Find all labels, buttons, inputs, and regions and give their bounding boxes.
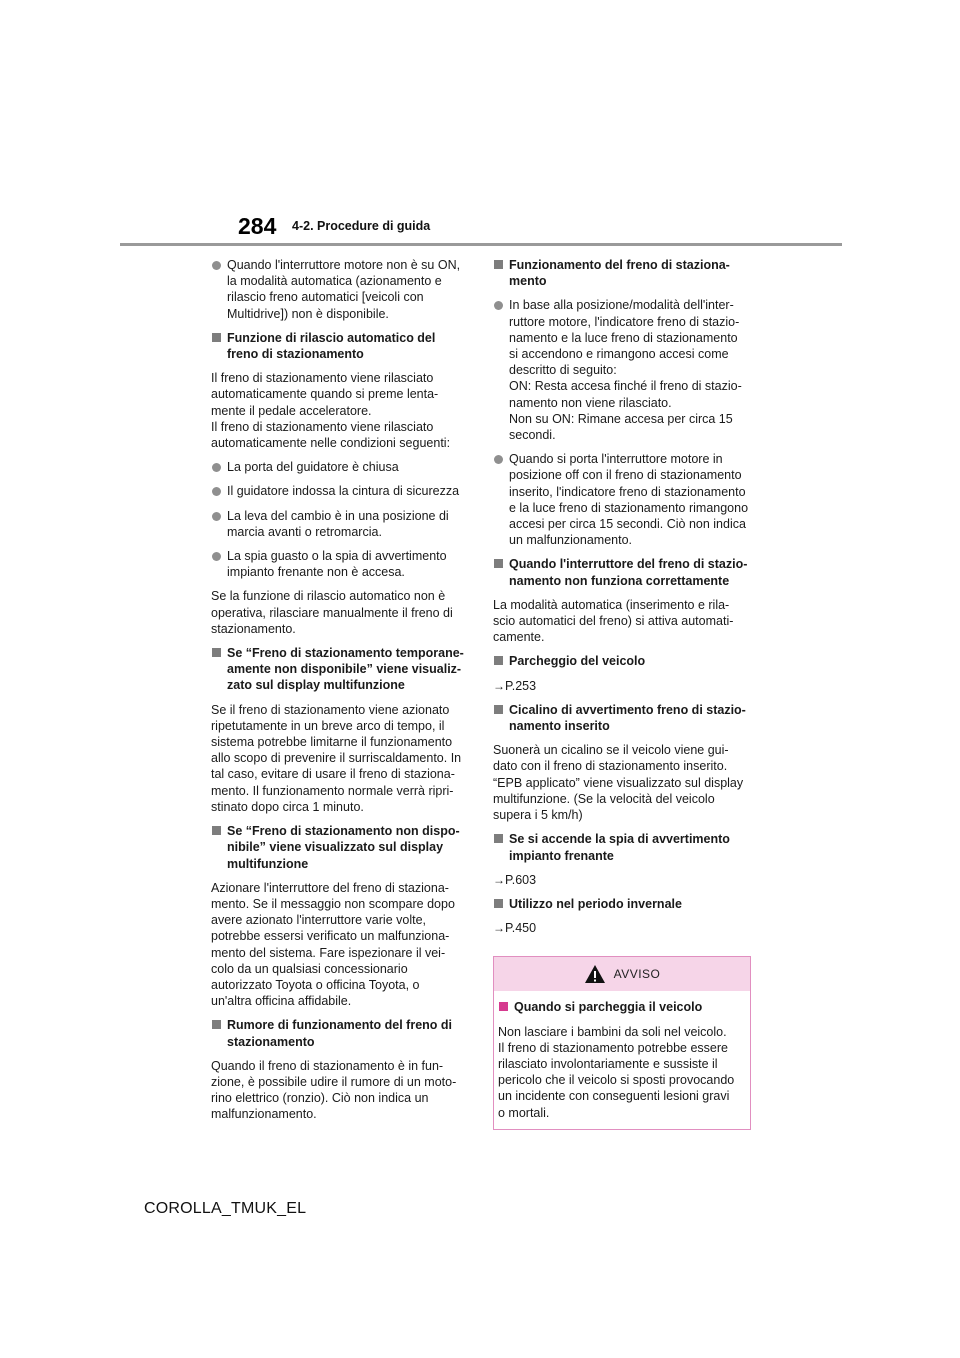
bullet-text: Quando si porta l'interruttore motore in posizione off con il freno di stazionamento inserito, l'indicatore freno di stazionamento e la luce freno di stazionamento rimangono accesi per circa 15 secondi. Ciò non indica un malfunzionamento. <box>509 452 749 548</box>
bullet-item <box>211 483 473 499</box>
warning-header <box>494 957 750 991</box>
subheading-text: Se “Freno di stazionamento non dispo- nibile” viene visualizzato sul display multifunzione <box>227 824 460 871</box>
bullet-text: La leva del cambio è in una posizione di marcia avanti o retromarcia. <box>227 508 449 539</box>
paragraph: La modalità automatica (inserimento e rila- scio automatici del freno) si attiva automati- camente. <box>493 597 734 645</box>
warning-triangle-icon <box>584 964 606 984</box>
subheading-text: Se “Freno di stazionamento temporane- amente non disponibile” viene visualiz- zato sul display multifunzione <box>227 646 464 693</box>
subheading-text: Funzione di rilascio automatico del freno di stazionamento <box>227 330 436 362</box>
page-reference-text: P.603 <box>505 872 537 887</box>
subheading-text: Rumore di funzionamento del freno di stazionamento <box>227 1018 452 1049</box>
paragraph: Se il freno di stazionamento viene azionato ripetutamente in un breve arco di tempo, il sistema potrebbe limitarne il funzionamento allo scopo di prevenire il surriscaldamento. In tal caso, evitare di usare il freno di staziona- mento. Il funzionamento normale verrà ripri- stinato dopo circa 1 minuto. <box>211 702 462 814</box>
arrow-right-icon: → <box>493 678 505 693</box>
square-marker-icon <box>494 559 503 568</box>
bullet-text: In base alla posizione/modalità dell'inter- ruttore motore, l'indicatore freno di stazio- namento e la luce freno di stazionamento si accendono e rimangono accesi come descritto di seguito: ON: Resta accesa finché il freno di stazio- namento non viene rilasciato. Non su ON: Rimane accesa per circa 15 secondi. <box>509 298 742 443</box>
subheading-text: Utilizzo nel periodo invernale <box>509 896 682 911</box>
page-reference-link[interactable] <box>493 920 755 936</box>
warning-body <box>494 991 750 1128</box>
warning-title: AVVISO <box>613 967 661 982</box>
paragraph: Se la funzione di rilascio automatico non è operativa, rilasciare manualmente il freno di stazionamento. <box>211 589 453 636</box>
bullet-item <box>211 257 473 322</box>
bullet-dot-icon <box>494 455 503 464</box>
bullet-text: La porta del guidatore è chiusa <box>227 460 399 475</box>
subheading-text: Quando l'interruttore del freno di stazio- namento non funziona correttamente <box>509 557 748 588</box>
subheading <box>211 1017 473 1049</box>
bullet-item <box>211 548 473 580</box>
subheading <box>493 896 755 912</box>
square-marker-icon <box>499 1002 508 1011</box>
subheading-text: Parcheggio del veicolo <box>509 654 646 669</box>
subheading <box>211 645 473 694</box>
bullet-dot-icon <box>212 512 221 521</box>
model-code-footer: COROLLA_TMUK_EL <box>144 1200 307 1217</box>
bullet-dot-icon <box>212 552 221 561</box>
square-marker-icon <box>494 834 503 843</box>
warning-text: Non lasciare i bambini da soli nel veicolo. Il freno di stazionamento potrebbe essere rilasciato involontariamente e sussiste il pericolo che il veicolo si sposti provocando un incidente con conseguenti lesioni gravi o mortali. <box>498 1024 735 1120</box>
square-marker-icon <box>212 1020 221 1029</box>
subheading <box>493 702 755 734</box>
square-marker-icon <box>212 648 221 657</box>
page-reference-link[interactable] <box>493 872 755 888</box>
left-column <box>211 257 473 1131</box>
arrow-right-icon: → <box>493 921 505 936</box>
header-divider <box>120 243 842 246</box>
subheading-text: Funzionamento del freno di staziona- mento <box>509 258 730 289</box>
subheading <box>211 823 473 872</box>
subheading <box>493 556 755 588</box>
page-reference-link[interactable] <box>493 678 755 694</box>
paragraph: Azionare l'interruttore del freno di staziona- mento. Se il messaggio non scompare dopo avere azionato l'interruttore varie volte, potrebbe essersi verificato un malfunziona- mento del sistema. Fare ispezionare il vei- colo da un qualsiasi concessionario autorizzato Toyota o officina Toyota, o un'altra officina affidabile. <box>211 880 455 1009</box>
subheading-text: Quando si parcheggia il veicolo <box>514 1000 703 1015</box>
bullet-item <box>493 451 755 548</box>
bullet-text: Quando l'interruttore motore non è su ON, la modalità automatica (azionamento e rilascio freno automatici [veicoli con Multidrive]) non è disponibile. <box>227 258 461 321</box>
subheading <box>493 831 755 863</box>
arrow-right-icon: → <box>493 872 505 887</box>
square-marker-icon <box>212 333 221 342</box>
page-reference-text: P.450 <box>505 921 537 936</box>
bullet-dot-icon <box>212 463 221 472</box>
square-marker-icon <box>494 260 503 269</box>
page-number: 284 <box>238 213 277 239</box>
subheading-text: Cicalino di avvertimento freno di stazio- namento inserito <box>509 702 746 734</box>
subheading <box>493 257 755 289</box>
bullet-item <box>211 508 473 540</box>
bullet-text: Il guidatore indossa la cintura di sicurezza <box>227 484 460 499</box>
bullet-dot-icon <box>212 261 221 270</box>
square-marker-icon <box>212 826 221 835</box>
right-column <box>493 257 755 1130</box>
bullet-text: La spia guasto o la spia di avvertimento impianto frenante non è accesa. <box>227 549 447 580</box>
paragraph: Quando il freno di stazionamento è in fun- zione, è possibile udire il rumore di un moto- rino elettrico (ronzio). Ciò non indica un malfunzionamento. <box>211 1058 457 1122</box>
bullet-dot-icon <box>494 301 503 310</box>
section-title: 4-2. Procedure di guida <box>292 219 431 233</box>
subheading <box>493 653 755 669</box>
square-marker-icon <box>494 705 503 714</box>
subheading <box>211 330 473 362</box>
page-reference-text: P.253 <box>505 678 537 693</box>
subheading-text: Se si accende la spia di avvertimento impianto frenante <box>509 832 730 863</box>
bullet-dot-icon <box>212 487 221 496</box>
warning-subheading <box>498 999 744 1015</box>
warning-box <box>493 956 751 1129</box>
square-marker-icon <box>494 656 503 665</box>
bullet-item <box>211 459 473 475</box>
paragraph: Suonerà un cicalino se il veicolo viene gui- dato con il freno di stazionamento inserito. “EPB applicato” viene visualizzato sul display multifunzione. (Se la velocità del veicolo supera i 5 km/h) <box>493 743 744 823</box>
paragraph: Il freno di stazionamento viene rilasciato automaticamente quando si preme lenta- mente il pedale acceleratore. Il freno di stazionamento viene rilasciato automaticamente nelle condizioni seguenti: <box>211 371 451 451</box>
square-marker-icon <box>494 899 503 908</box>
bullet-item <box>493 297 755 443</box>
